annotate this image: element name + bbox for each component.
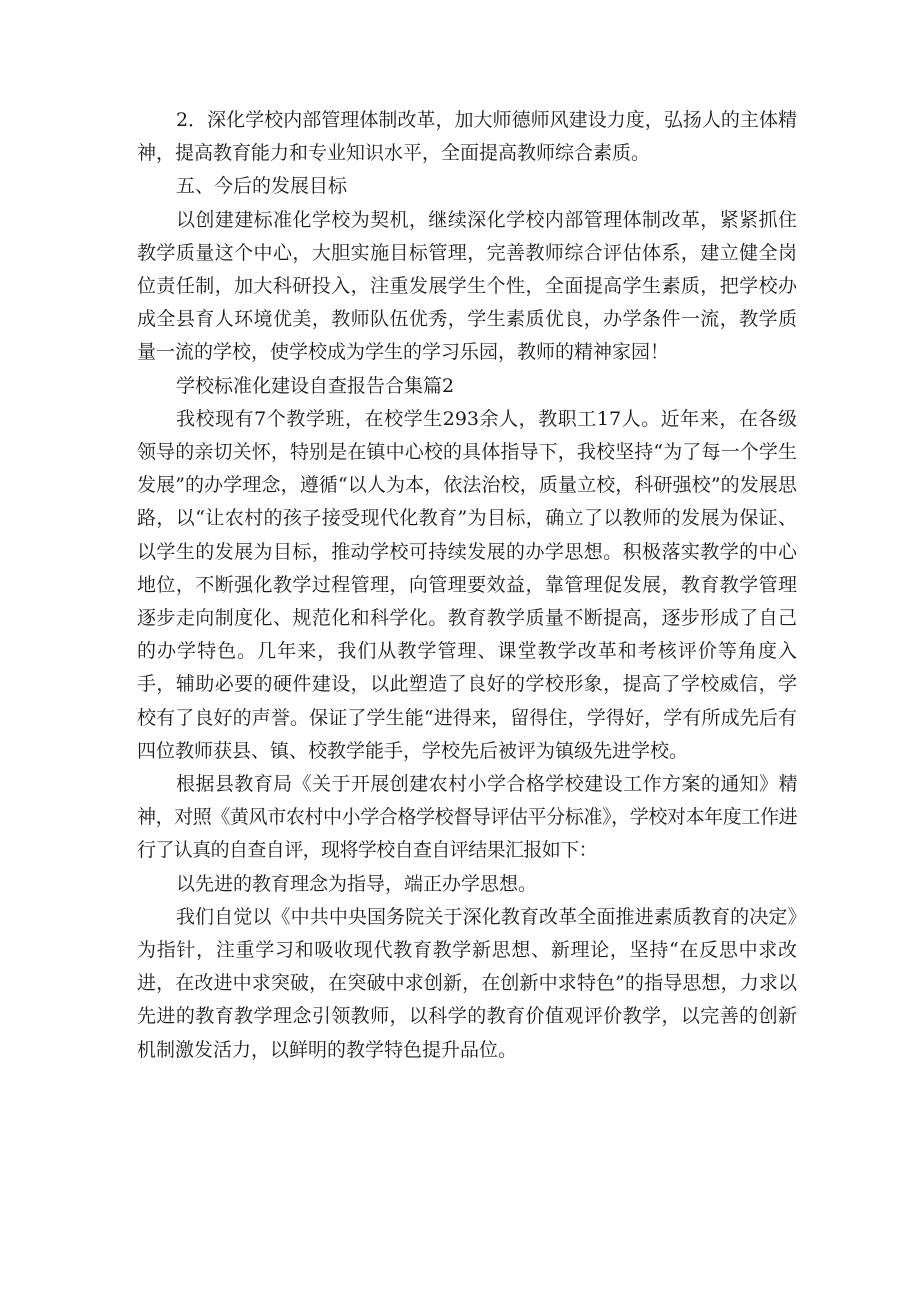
paragraph-improve-teacher-quality: 2．深化学校内部管理体制改革，加大师德师风建设力度，弘扬人的主体精神，提高教育能力和专业知识水平，全面提高教师综合素质。 [137, 109, 797, 165]
section-heading-future-goals: 五、今后的发展目标 [175, 175, 347, 198]
paragraph-self-evaluation-basis: 根据县教育局《关于开展创建农村小学合格学校建设工作方案的通知》精神，对照《黄风市农村中小学合格学校督导评估平分标准》，学校对本年度工作进行了认真的自查自评，现将学校自查自评结果汇报如下： [137, 773, 797, 862]
paragraph-school-overview: 我校现有7个教学班，在校学生293余人，教职工17人。近年来，在各级领导的亲切关怀，特别是在镇中心校的具体指导下，我校坚持“为了每一个学生发展”的办学理念，遵循“以人为本，依法治校，质量立校，科研强校”的发展思路，以“让农村的孩子接受现代化教育”为目标，确立了以教师的发展为保证、以学生的发展为目标，推动学校可持续发展的办学思想。积极落实教学的中心地位，不断强化教学过程管理，向管理要效益，靠管理促发展，教育教学管理逐步走向制度化、规范化和科学化。教育教学质量不断提高，逐步形成了自己的办学特色。几年来，我们从教学管理、课堂教学改革和考核评价等角度入手，辅助必要的硬件建设，以此塑造了良好的学校形象，提高了学校威信，学校有了良好的声誉。保证了学生能“进得来，留得住，学得好，学有所成先后有四位教师获县、镇、校教学能手，学校先后被评为镇级先进学校。 [137, 407, 797, 762]
report-title-part-2: 学校标准化建设自查报告合集篇2 [175, 374, 455, 397]
document-body [137, 104, 797, 1067]
paragraph-guiding-principle: 以先进的教育理念为指导，端正办学思想。 [175, 872, 537, 895]
paragraph-education-philosophy: 我们自觉以《中共中央国务院关于深化教育改革全面推进素质教育的决定》为指针，注重学习和吸收现代教育教学新思想、新理论，坚持“在反思中求改进，在改进中求突破，在突破中求创新，在创新中求特色”的指导思想，力求以先进的教育教学理念引领教师，以科学的教育价值观评价教学，以完善的创新机制激发活力，以鲜明的教学特色提升品位。 [137, 905, 797, 1061]
paragraph-future-goals: 以创建建标准化学校为契机，继续深化学校内部管理体制改革，紧紧抓住教学质量这个中心，大胆实施目标管理，完善教师综合评估体系，建立健全岗位责任制，加大科研投入，注重发展学生个性，全面提高学生素质，把学校办成全县育人环境优美，教师队伍优秀，学生素质优良，办学条件一流，教学质量一流的学校，使学校成为学生的学习乐园，教师的精神家园！ [137, 208, 797, 364]
